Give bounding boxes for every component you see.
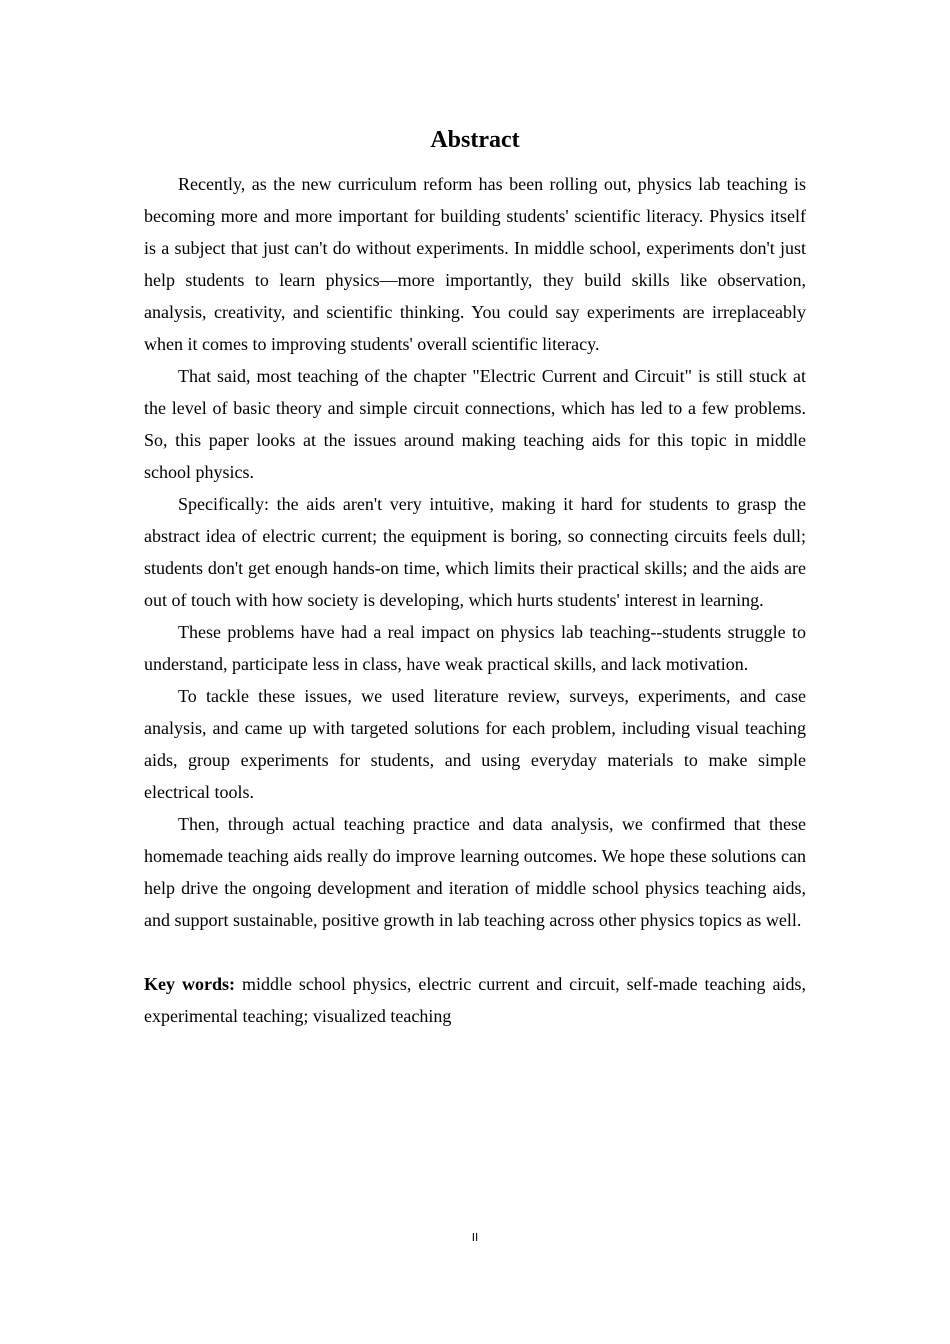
abstract-paragraph: To tackle these issues, we used literature review, surveys, experiments, and case analysis, and came up with targeted solutions for each problem, including visual teaching aids, group experiments for students, and using everyday materials to make simple electrical tools. bbox=[144, 686, 806, 802]
page-title: Abstract bbox=[430, 127, 520, 153]
keywords-text: middle school physics, electric current and circuit, self-made teaching aids, experimental teaching; visualized teaching bbox=[144, 974, 806, 1026]
keywords bbox=[144, 968, 806, 1032]
abstract-body bbox=[144, 168, 806, 936]
abstract-paragraph: Specifically: the aids aren't very intuitive, making it hard for students to grasp the abstract idea of electric current; the equipment is boring, so connecting circuits feels dull; students don't get enough hands-on time, which limits their practical skills; and the aids are out of touch with how society is developing, which hurts students' interest in learning. bbox=[144, 494, 806, 610]
abstract-paragraph: Then, through actual teaching practice and data analysis, we confirmed that these homemade teaching aids really do improve learning outcomes. We hope these solutions can help drive the ongoing development and iteration of middle school physics teaching aids, and support sustainable, positive growth in lab teaching across other physics topics as well. bbox=[144, 814, 806, 930]
page-number: II bbox=[471, 1231, 479, 1244]
keywords-label: Key words: bbox=[144, 974, 235, 994]
abstract-page bbox=[144, 124, 806, 1032]
abstract-paragraph: These problems have had a real impact on physics lab teaching--students struggle to understand, participate less in class, have weak practical skills, and lack motivation. bbox=[144, 622, 806, 674]
abstract-paragraph: That said, most teaching of the chapter "Electric Current and Circuit" is still stuck at the level of basic theory and simple circuit connections, which has led to a few problems. So, this paper looks at the issues around making teaching aids for this topic in middle school physics. bbox=[144, 366, 806, 482]
abstract-paragraph: Recently, as the new curriculum reform has been rolling out, physics lab teaching is becoming more and more important for building students' scientific literacy. Physics itself is a subject that just can't do without experiments. In middle school, experiments don't just help students to learn physics—more importantly, they build skills like observation, analysis, creativity, and scientific thinking. You could say experiments are irreplaceably when it comes to improving students' overall scientific literacy. bbox=[144, 174, 806, 354]
